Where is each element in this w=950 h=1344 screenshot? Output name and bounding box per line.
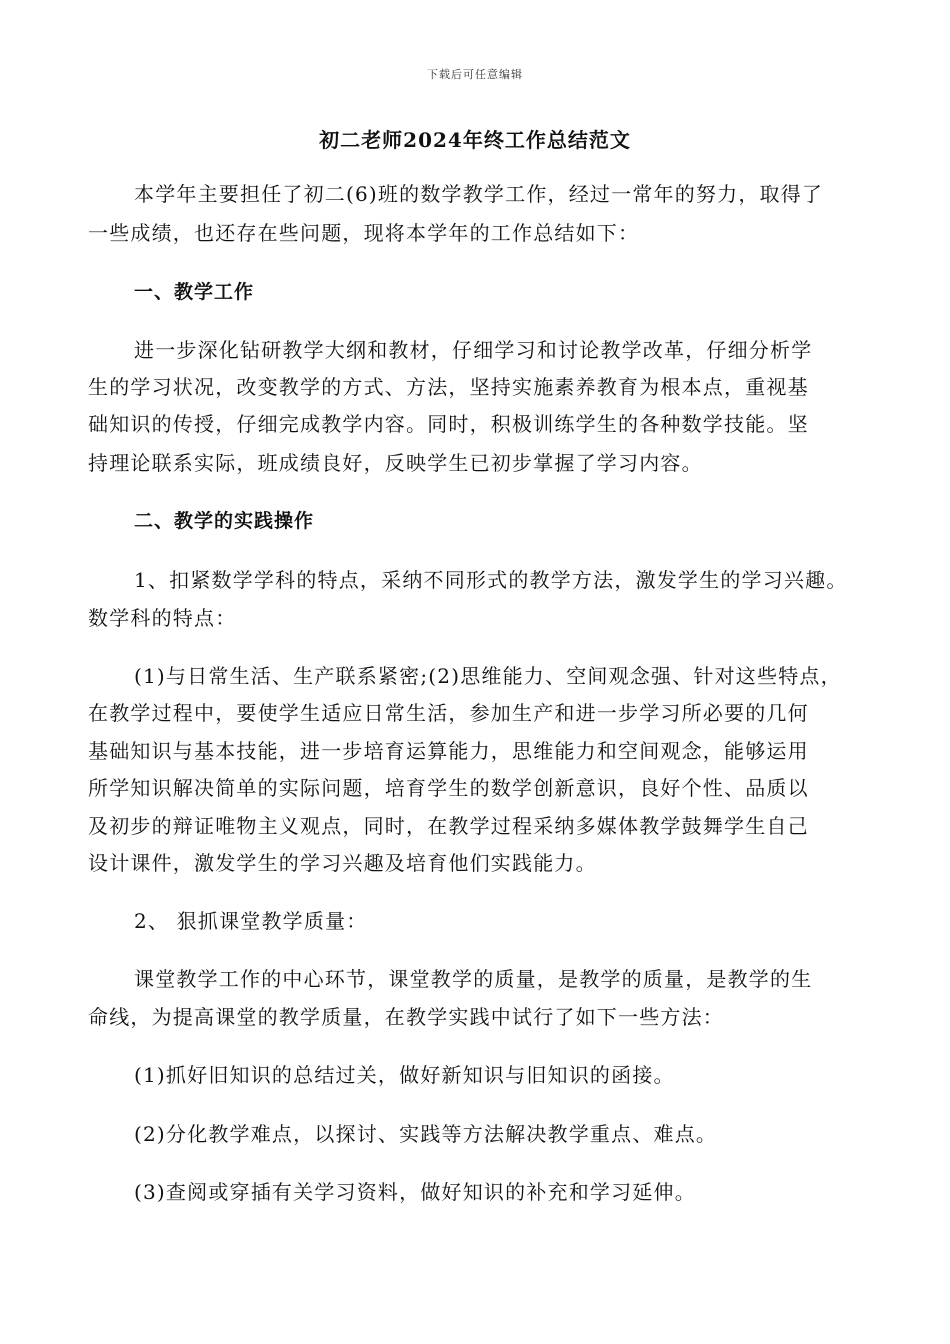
intro-line: 本学年主要担任了初二(6)班的数学教学工作，经过一常年的努力，取得了 [134, 182, 824, 206]
paragraph-line: 课堂教学工作的中心环节，课堂教学的质量，是教学的质量，是教学的生 [134, 967, 813, 991]
method-item: (1)抓好旧知识的总结过关，做好新知识与旧知识的函接。 [134, 1063, 675, 1087]
paragraph-line: 命线，为提高课堂的教学质量，在教学实践中试行了如下一些方法： [88, 1005, 724, 1029]
paragraph-line: 设计课件，激发学生的学习兴趣及培育他们实践能力。 [88, 851, 597, 875]
paragraph-line: 在教学过程中，要使学生适应日常生活，参加生产和进一步学习所必要的几何 [88, 701, 809, 725]
paragraph-line: 2、 狠抓课堂教学质量： [134, 909, 368, 933]
method-item: (3)查阅或穿插有关学习资料，做好知识的补充和学习延伸。 [134, 1180, 696, 1204]
paragraph-line: 所学知识解决简单的实际问题，培育学生的数学创新意识，良好个性、品质以 [88, 776, 809, 800]
paragraph-line: 基础知识与基本技能，进一步培育运算能力，思维能力和空间观念，能够运用 [88, 739, 809, 763]
paragraph-line: 进一步深化钻研教学大纲和教材，仔细学习和讨论教学改革，仔细分析学 [134, 338, 813, 362]
paragraph-line: 持理论联系实际，班成绩良好，反映学生已初步掌握了学习内容。 [88, 451, 703, 475]
method-item: (2)分化教学难点，以探讨、实践等方法解决教学重点、难点。 [134, 1122, 718, 1146]
section-heading: 二、教学的实践操作 [134, 510, 315, 532]
header-note: 下载后可任意编辑 [427, 68, 523, 81]
section-heading: 一、教学工作 [134, 281, 255, 303]
paragraph-line: 1、扣紧数学学科的特点，采纳不同形式的教学方法，激发学生的学习兴趣。 [134, 568, 848, 592]
intro-line: 一些成绩，也还存在些问题，现将本学年的工作总结如下： [88, 221, 640, 245]
paragraph-line: 础知识的传授，仔细完成教学内容。同时，积极训练学生的各种数学技能。坚 [88, 412, 809, 436]
paragraph-line: 数学科的特点： [88, 606, 237, 630]
paragraph-line: 及初步的辩证唯物主义观点，同时，在教学过程采纳多媒体教学鼓舞学生自己 [88, 814, 809, 838]
document-title: 初二老师2024年终工作总结范文 [319, 128, 631, 152]
paragraph-line: 生的学习状况，改变教学的方式、方法，坚持实施素养教育为根本点，重视基 [88, 375, 809, 399]
paragraph-line: (1)与日常生活、生产联系紧密;(2)思维能力、空间观念强、针对这些特点， [134, 664, 842, 688]
